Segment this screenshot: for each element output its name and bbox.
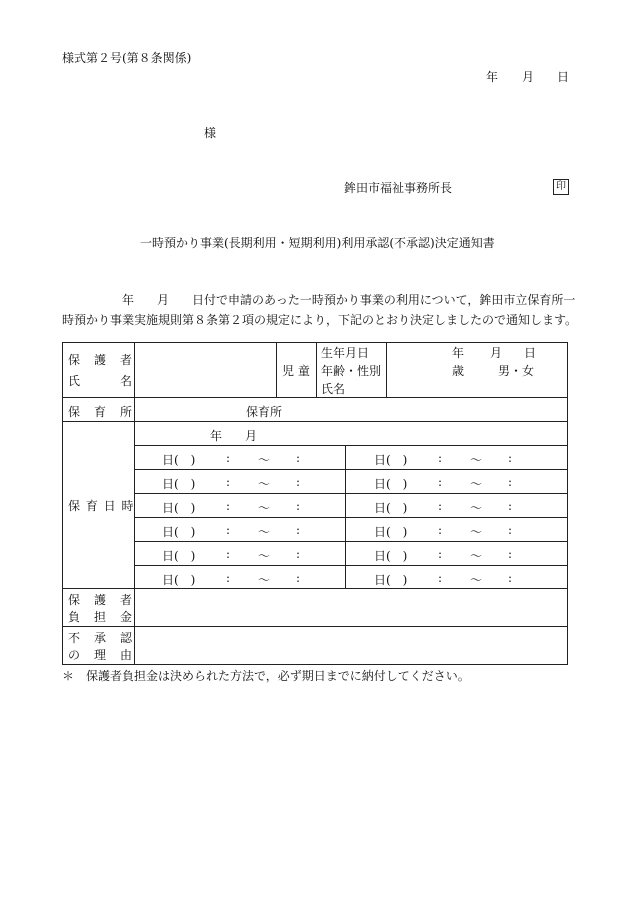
slot-r6-c1-part4: : bbox=[296, 571, 301, 585]
child-label: 児 童 bbox=[282, 364, 310, 378]
form-number: 様式第２号(第８条関係) bbox=[62, 51, 192, 65]
slot-r4-c2-part1: 日( ) bbox=[374, 525, 408, 539]
nursery-label: 保 育 所 bbox=[68, 405, 134, 419]
slot-r4-c1-part3: 〜 bbox=[258, 525, 271, 539]
slot-r6-c2-part4: : bbox=[508, 571, 513, 585]
slot-r2-c2-part1: 日( ) bbox=[374, 477, 408, 491]
date-day-label: 日 bbox=[557, 70, 570, 84]
slot-r6-c1-part2: : bbox=[226, 571, 231, 585]
slot-r5-c2-part4: : bbox=[508, 547, 513, 561]
birth-month-label: 月 bbox=[490, 346, 503, 360]
slot-r1-c1-part2: : bbox=[226, 451, 231, 465]
slot-r6-c2-part3: 〜 bbox=[470, 573, 483, 587]
slot-r6-c1-part1: 日( ) bbox=[162, 573, 196, 587]
slot-r1-c2-part2: : bbox=[438, 451, 443, 465]
slot-r2-c1-part3: 〜 bbox=[258, 477, 271, 491]
slot-r3-c1-part2: : bbox=[226, 499, 231, 513]
slot-r5-c1-part1: 日( ) bbox=[162, 549, 196, 563]
slot-r5-c1-part3: 〜 bbox=[258, 549, 271, 563]
childcare-month-label: 月 bbox=[245, 429, 258, 443]
slot-r2-c1-part2: : bbox=[226, 475, 231, 489]
rejection-reason-label-top: 不 承 認 bbox=[68, 631, 134, 645]
body-date-month: 月 bbox=[157, 293, 170, 307]
slot-r5-c2-part2: : bbox=[438, 547, 443, 561]
body-text-line1: 日付で申請のあった一時預かり事業の利用について，鉾田市立保育所一 bbox=[192, 293, 576, 307]
slot-r2-c2-part3: 〜 bbox=[470, 477, 483, 491]
body-date-year: 年 bbox=[122, 293, 135, 307]
slot-r2-c2-part4: : bbox=[508, 475, 513, 489]
footnote: ＊ 保護者負担金は決められた方法で，必ず期日までに納付してください。 bbox=[62, 669, 470, 683]
slot-r4-c2-part2: : bbox=[438, 523, 443, 537]
rejection-reason-label-bottom: の 理 由 bbox=[68, 648, 134, 662]
nursery-value: 保育所 bbox=[246, 405, 283, 419]
slot-r6-c1-part3: 〜 bbox=[258, 573, 271, 587]
slot-r2-c1-part1: 日( ) bbox=[162, 477, 196, 491]
guardian-fee-label-bottom: 負 担 金 bbox=[68, 610, 134, 624]
slot-r1-c1-part4: : bbox=[296, 451, 301, 465]
guardian-fee-label-top: 保 護 者 bbox=[68, 593, 134, 607]
slot-r4-c1-part1: 日( ) bbox=[162, 525, 196, 539]
slot-r4-c1-part4: : bbox=[296, 523, 301, 537]
addressee-honorific: 様 bbox=[204, 126, 217, 140]
slot-r1-c1-part3: 〜 bbox=[258, 453, 271, 467]
birth-date-label: 生年月日 bbox=[321, 346, 370, 360]
childcare-datetime-label: 保 育 日 時 bbox=[68, 499, 135, 513]
slot-r3-c1-part4: : bbox=[296, 499, 301, 513]
date-year-label: 年 bbox=[486, 70, 499, 84]
slot-r6-c2-part2: : bbox=[438, 571, 443, 585]
slot-r1-c2-part3: 〜 bbox=[470, 453, 483, 467]
guardian-label-bottom: 氏 名 bbox=[68, 374, 134, 388]
birth-day-label: 日 bbox=[524, 346, 537, 360]
slot-r3-c1-part3: 〜 bbox=[258, 501, 271, 515]
slot-r1-c2-part1: 日( ) bbox=[374, 453, 408, 467]
slot-r4-c2-part4: : bbox=[508, 523, 513, 537]
age-unit-label: 歳 bbox=[452, 364, 465, 378]
guardian-label-top: 保 護 者 bbox=[68, 353, 134, 367]
child-name-label: 氏名 bbox=[321, 382, 346, 396]
slot-r5-c2-part3: 〜 bbox=[470, 549, 483, 563]
decision-table bbox=[62, 342, 568, 665]
slot-r3-c2-part3: 〜 bbox=[470, 501, 483, 515]
slot-r6-c2-part1: 日( ) bbox=[374, 573, 408, 587]
slot-r1-c2-part4: : bbox=[508, 451, 513, 465]
childcare-year-label: 年 bbox=[210, 429, 223, 443]
age-sex-label: 年齢・性別 bbox=[321, 364, 382, 378]
sex-options-label: 男・女 bbox=[498, 364, 535, 378]
slot-r2-c2-part2: : bbox=[438, 475, 443, 489]
slot-r4-c1-part2: : bbox=[226, 523, 231, 537]
date-month-label: 月 bbox=[522, 70, 535, 84]
slot-r3-c2-part2: : bbox=[438, 499, 443, 513]
slot-r3-c2-part4: : bbox=[508, 499, 513, 513]
slot-r3-c2-part1: 日( ) bbox=[374, 501, 408, 515]
body-text-line2: 時預かり事業実施規則第８条第２項の規定により，下記のとおり決定しましたので通知します。 bbox=[62, 313, 578, 327]
slot-r4-c2-part3: 〜 bbox=[470, 525, 483, 539]
seal-mark: 印 bbox=[553, 179, 569, 195]
document-title: 一時預かり事業(長期利用・短期利用)利用承認(不承認)決定通知書 bbox=[140, 236, 495, 250]
slot-r1-c1-part1: 日( ) bbox=[162, 453, 196, 467]
slot-r5-c2-part1: 日( ) bbox=[374, 549, 408, 563]
slot-r5-c1-part4: : bbox=[296, 547, 301, 561]
slot-r2-c1-part4: : bbox=[296, 475, 301, 489]
slot-r5-c1-part2: : bbox=[226, 547, 231, 561]
issuer-title: 鉾田市福祉事務所長 bbox=[344, 181, 453, 195]
birth-year-label: 年 bbox=[452, 346, 465, 360]
slot-r3-c1-part1: 日( ) bbox=[162, 501, 196, 515]
